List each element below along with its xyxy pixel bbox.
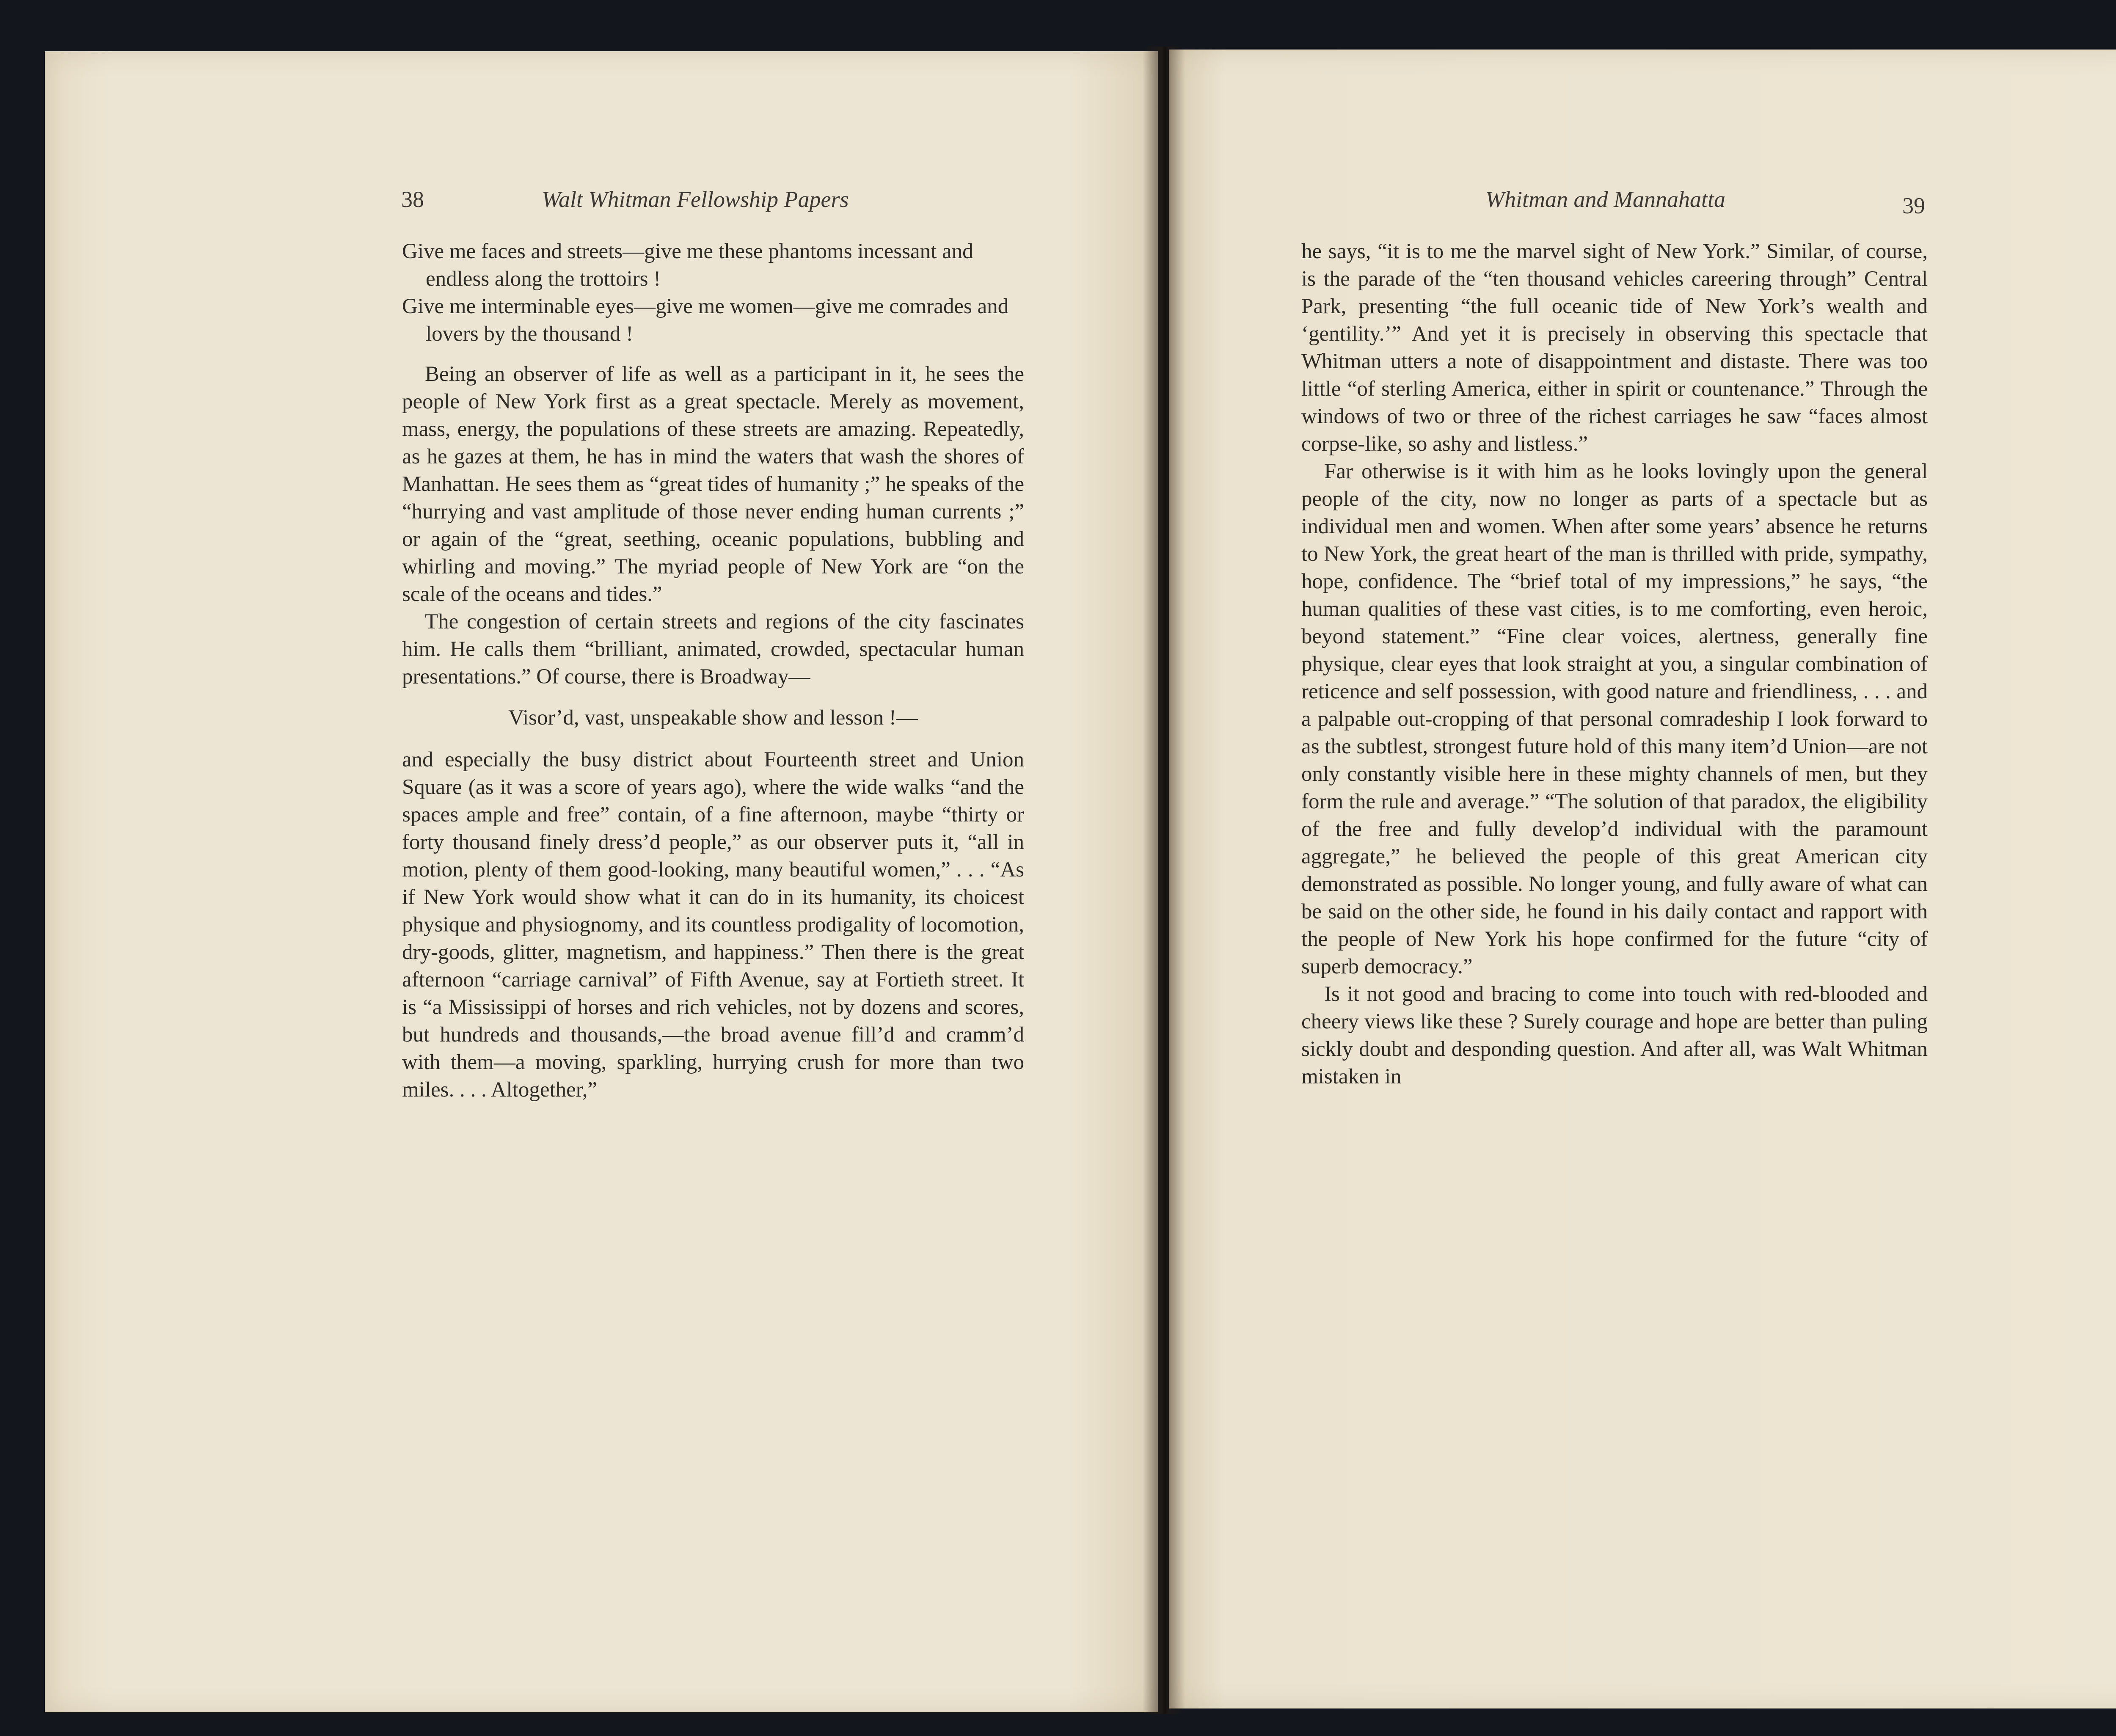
paragraph-continuation: he says, “it is to me the marvel sight of New York.” Similar, of course, is the parade of the “ten thousand vehicles careering through” Central Park, presenting “the full oceanic tide of New York’s wealth and ‘gentility.’” And yet it is precisely in observing this spectacle that Whitman utters a note of disappointment and distaste. There was too little “of sterling America, either in spirit or countenance.” Through the windows of two or three of the richest carriages he saw “faces almost corpse-like, so ashy and listless.” bbox=[1301, 240, 1928, 456]
verse-quote-line: Visor’d, vast, unspeakable show and lesson !— bbox=[508, 706, 918, 730]
running-title-left: Walt Whitman Fellowship Papers bbox=[542, 187, 849, 212]
left-page-body bbox=[402, 238, 1024, 1104]
page-number-right: 39 bbox=[1902, 193, 1925, 218]
paragraph: Is it not good and bracing to come into touch with red-blooded and cheery views like these ? Surely courage and hope are better than puling sickly doubt and desponding question. And after all, was Walt Whitman mistaken in bbox=[1301, 982, 1928, 1088]
verse-quotation bbox=[402, 238, 1024, 348]
verse-line: Give me interminable eyes—give me women—give me comrades and lovers by the thousand ! bbox=[402, 295, 1009, 346]
paragraph-continuation: and especially the busy district about Fourteenth street and Union Square (as it was a score of years ago), where the wide walks “and the spaces ample and free” contain, of a fine afternoon, maybe “thirty or forty thousand finely dress’d people,” as our observer puts it, “all in motion, plenty of them good-looking, many beautiful women,” . . . “As if New York would show what it can do in its humanity, its choicest physique and physiognomy, and its countless prodigality of locomotion, dry-goods, glitter, magnetism, and happiness.” Then there is the great afternoon “carriage carnival” of Fifth Avenue, say at Fortieth street. It is “a Mississippi of horses and rich vehicles, not by dozens and scores, but hundreds and thousands,—the broad avenue fill’d and cramm’d with them—a moving, sparkling, hurrying crush for more than two miles. . . . Altogether,” bbox=[402, 748, 1024, 1102]
paragraph: The congestion of certain streets and regions of the city fascinates him. He calls them “brilliant, animated, crowded, spectacular human presentations.” Of course, there is Broadway— bbox=[402, 610, 1024, 689]
page-number-left: 38 bbox=[401, 187, 424, 212]
right-page-body bbox=[1301, 238, 1928, 1091]
running-title-right: Whitman and Mannahatta bbox=[1485, 187, 1725, 212]
paragraph: Far otherwise is it with him as he looks lovingly upon the general people of the city, now no longer as parts of a spectacle but as individual men and women. When after some years’ absence he returns to New York, the great heart of the man is thrilled with pride, sympathy, hope, confidence. The “brief total of my impressions,” he says, “the human qualities of these vast cities, is to me comforting, even heroic, beyond statement.” “Fine clear voices, alertness, generally fine physique, clear eyes that look straight at you, a singular combination of reticence and self possession, with good nature and friendliness, . . . and a palpable out-cropping of that personal comradeship I look forward to as the subtlest, strongest future hold of this many item’d Union—are not only constantly visible here in these mighty channels of men, but they form the rule and average.” “The solution of that paradox, the eligibility of the free and fully develop’d individual with the paramount aggregate,” he believed the people of this great American city demonstrated as possible. No longer young, and fully aware of what can be said on the other side, he found in his daily contact and rapport with the people of New York his hope confirmed for the future “city of superb democracy.” bbox=[1301, 460, 1928, 978]
paragraph: Being an observer of life as well as a participant in it, he sees the people of New York first as a great spectacle. Merely as movement, mass, energy, the populations of these streets are amazing. Repeatedly, as he gazes at them, he has in mind the waters that wash the shores of Manhattan. He sees them as “great tides of humanity ;” he speaks of the “hurrying and vast amplitude of those never ending human currents ;” or again of the “great, seething, oceanic populations, bubbling and whirling and moving.” The myriad people of New York are “on the scale of the oceans and tides.” bbox=[402, 362, 1024, 606]
verse-line: Give me faces and streets—give me these phantoms incessant and endless along the trottoirs ! bbox=[402, 240, 973, 291]
book-gutter bbox=[1143, 47, 1185, 1714]
